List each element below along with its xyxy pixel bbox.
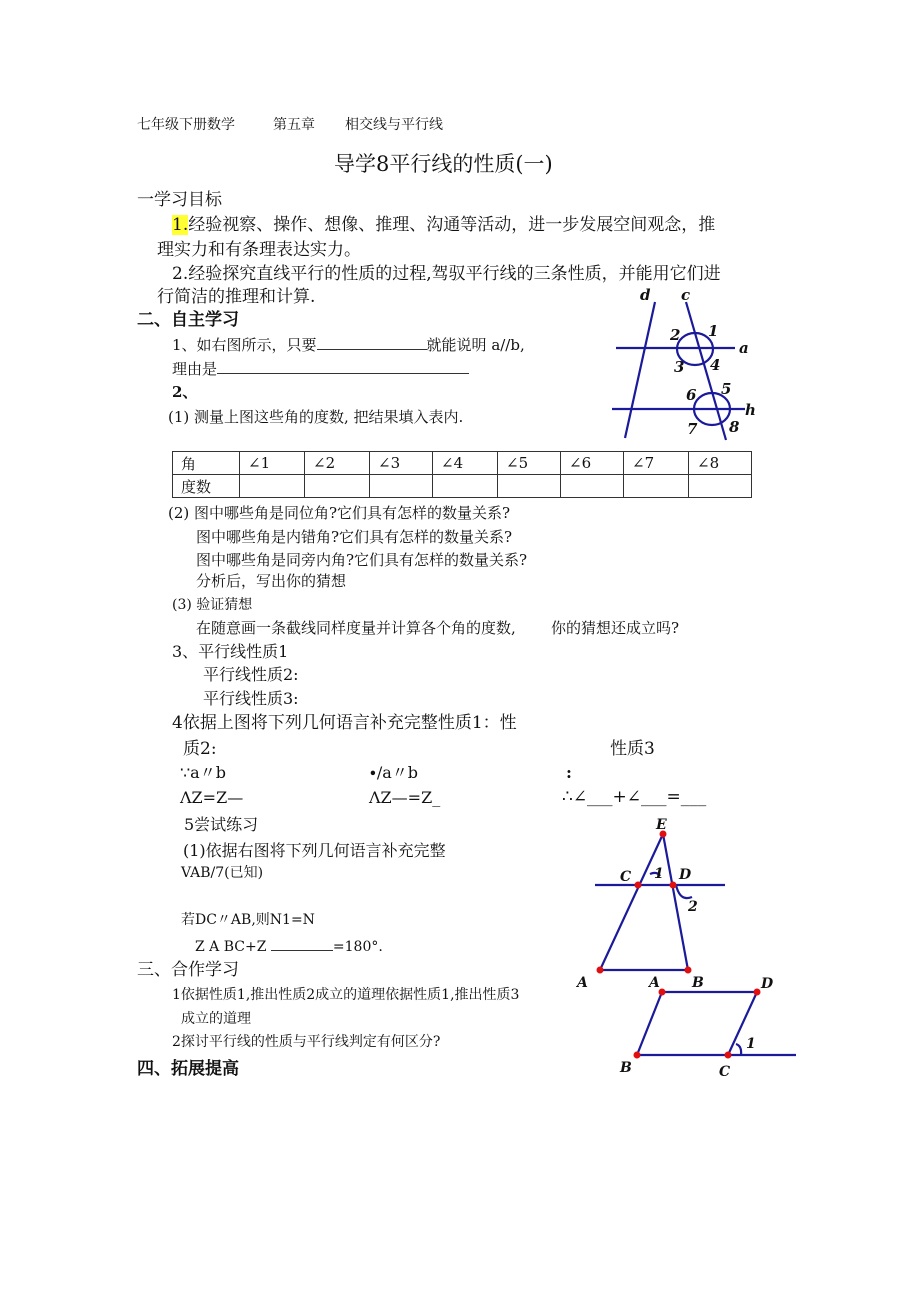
- page-title: 导学8平行线的性质(一): [334, 152, 553, 176]
- fig1-label-c: c: [681, 286, 691, 304]
- fig1-label-2: 2: [670, 326, 681, 344]
- angle-mark-1: [736, 1044, 741, 1055]
- q3b: 平行线性质2:: [203, 665, 299, 684]
- header-grade: 七年级下册数学: [137, 117, 235, 133]
- fig2-label-B: B: [692, 975, 704, 991]
- fig3-label-D: D: [761, 976, 774, 992]
- q1-text-a: 1、如右图所示，只要: [172, 336, 317, 354]
- fig3-label-C: C: [719, 1064, 731, 1080]
- goal1-cont: 理实力和有条理表达实力。: [157, 240, 361, 260]
- table-cell: 度数: [173, 475, 240, 498]
- table-cell: 角: [173, 452, 240, 475]
- point-B: [634, 1052, 641, 1059]
- header-topic: 相交线与平行线: [345, 117, 443, 133]
- fig1-label-8: 8: [729, 418, 740, 436]
- fig2-label-C: C: [620, 869, 632, 885]
- section3-item1a: 1依据性质1,推出性质2成立的道理依据性质1,推出性质3: [172, 987, 520, 1003]
- fig3-label-B: B: [620, 1060, 632, 1076]
- point-C: [725, 1052, 732, 1059]
- q5-3: 若DC〃AB,则N1=N: [181, 912, 315, 928]
- section4-heading: 四、拓展提高: [137, 1059, 239, 1079]
- q2-3a: 在随意画一条截线同样度量并计算各个角的度数,: [196, 619, 516, 637]
- fig3-label-A: A: [649, 975, 660, 991]
- goal2: 2.经验探究直线平行的性质的过程,驾驭平行线的三条性质，并能用它们进: [172, 264, 721, 284]
- q2-3: (3) 验证猜想: [172, 597, 253, 613]
- table-cell: ∠4: [433, 452, 498, 475]
- fig1-label-d: d: [640, 286, 651, 304]
- q3: 3、平行线性质1: [172, 642, 289, 661]
- section3-item2: 2探讨平行线的性质与平行线判定有何区分?: [172, 1034, 441, 1050]
- q2-1: (1) 测量上图这些角的度数, 把结果填入表内.: [168, 408, 464, 426]
- q4: 4依据上图将下列几何语言补充完整性质1：性: [172, 713, 517, 733]
- table-cell: ∠6: [561, 452, 624, 475]
- fig1-label-5: 5: [721, 380, 732, 398]
- table-cell: ∠7: [624, 452, 689, 475]
- section2-heading: 二、自主学习: [137, 310, 239, 330]
- section3-item1b: 成立的道理: [181, 1011, 251, 1027]
- fig1-label-1: 1: [708, 322, 719, 340]
- table-cell: ∠1: [240, 452, 305, 475]
- q3c: 平行线性质3:: [203, 689, 299, 708]
- fig1-label-4: 4: [710, 356, 721, 374]
- fig2-label-E: E: [656, 817, 667, 833]
- q1-reason-label: 理由是: [172, 360, 218, 378]
- q2-3b: 你的猜想还成立吗?: [551, 619, 680, 637]
- q5-2: VAB/7(已知): [181, 865, 264, 881]
- property2-given: ∙/a〃b: [369, 763, 419, 782]
- property2-result: ΛZ—=Z_: [369, 788, 441, 807]
- fig1-label-6: 6: [686, 386, 697, 404]
- fig2-label-1: 1: [654, 866, 664, 882]
- q2-2b: 图中哪些角是内错角?它们具有怎样的数量关系?: [196, 528, 513, 546]
- table-cell: ∠3: [370, 452, 433, 475]
- table-cell: ∠2: [305, 452, 370, 475]
- fig1-label-7: 7: [687, 420, 698, 438]
- q2-2d: 分析后，写出你的猜想: [196, 572, 347, 590]
- q4c: 性质3: [610, 739, 655, 759]
- goal2-cont: 行简洁的推理和计算.: [157, 287, 316, 307]
- fig3-label-1: 1: [746, 1036, 756, 1052]
- q5-4-text-b: =180°.: [332, 939, 383, 955]
- point-D: [754, 989, 761, 996]
- segment-AB: [637, 992, 662, 1055]
- q2-2c: 图中哪些角是同旁内角?它们具有怎样的数量关系?: [196, 551, 528, 569]
- goal1-text: 经验视察、操作、想像、推理、沟通等活动，进一步发展空间观念，推: [188, 215, 716, 235]
- section1-heading: 一学习目标: [137, 190, 222, 210]
- fig2-label-A: A: [577, 975, 588, 991]
- fig1-label-3: 3: [674, 358, 685, 376]
- goal1-number: 1.: [172, 215, 189, 235]
- q2-2a: (2) 图中哪些角是同位角?它们具有怎样的数量关系?: [168, 504, 511, 522]
- q5-4-text-a: Z A BC+Z: [195, 939, 267, 955]
- header-chapter: 第五章: [273, 117, 315, 133]
- q5-1: (1)依据右图将下列几何语言补充完整: [183, 841, 446, 860]
- section3-heading: 三、合作学习: [137, 960, 239, 980]
- q4b: 质2:: [183, 739, 217, 759]
- q1-text-b: 就能说明 a//b,: [426, 336, 525, 354]
- q2-number: 2、: [172, 383, 198, 401]
- fig2-label-D: D: [679, 867, 692, 883]
- property1-result: ΛZ=Z—: [180, 788, 244, 807]
- property3-given: :: [566, 763, 572, 782]
- property3-result: ∴∠___+∠___=___: [562, 787, 707, 807]
- table-cell: ∠8: [689, 452, 752, 475]
- fig1-label-h: h: [745, 401, 756, 419]
- fig1-label-a: a: [739, 339, 749, 357]
- fig2-label-2: 2: [688, 899, 698, 915]
- q5: 5尝试练习: [184, 815, 259, 834]
- table-cell: ∠5: [498, 452, 561, 475]
- property1-given: ∵a〃b: [180, 763, 226, 782]
